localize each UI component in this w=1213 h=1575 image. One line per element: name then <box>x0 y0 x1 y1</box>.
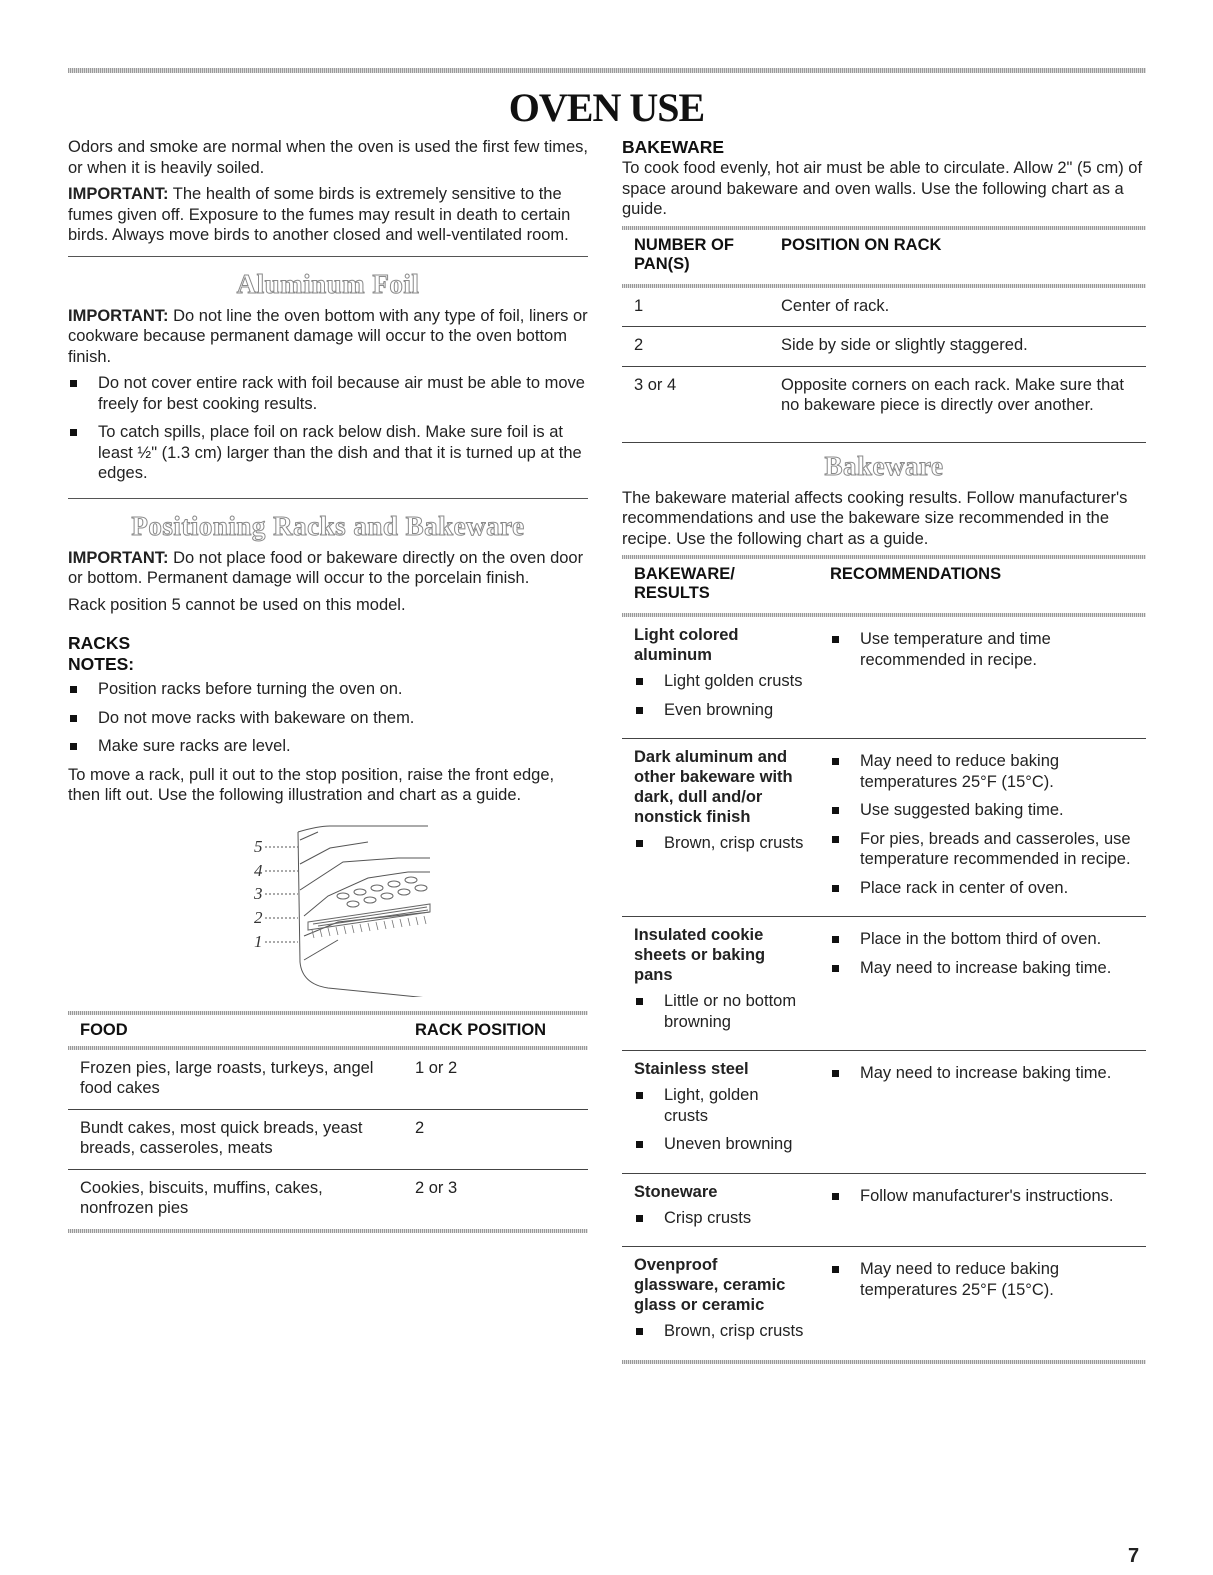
move-rack-instructions: To move a rack, pull it out to the stop position, raise the front edge, then lift out. Use the following illustration and chart as a guide. <box>68 765 555 804</box>
rack-cell: 1 or 2 <box>403 1050 588 1110</box>
list-item: May need to reduce baking temperatures 25°F (15°C). <box>830 1259 1134 1300</box>
rack-label-2: 2 <box>254 907 263 927</box>
food-rack-table <box>68 1015 588 1046</box>
list-item: Use temperature and time recommended in recipe. <box>830 629 1134 670</box>
results-list <box>634 833 806 854</box>
results-list <box>634 1321 806 1342</box>
aluminum-foil-heading: Aluminum Foil <box>236 268 420 299</box>
table-row <box>622 917 1146 1051</box>
column-header-position-on-rack: POSITION ON RACK <box>781 235 942 254</box>
list-item: Place rack in center of oven. <box>830 878 1134 899</box>
table-row <box>622 739 1146 917</box>
results-list <box>634 1208 806 1229</box>
pan-count-cell: 1 <box>622 288 769 327</box>
list-item: Crisp crusts <box>634 1208 806 1229</box>
food-cell: Cookies, biscuits, muffins, cakes, nonfrozen pies <box>80 1178 323 1217</box>
bakeware-material-text: The bakeware material affects cooking results. Follow manufacturer's recommendations and use the bakeware size recommended in the recipe. Use the following chart as a guide. <box>622 488 1128 548</box>
bakeware-name: Stoneware <box>634 1182 718 1201</box>
position-cell: Side by side or slightly staggered. <box>769 327 1146 367</box>
rack-label-1: 1 <box>254 931 263 951</box>
recommendations-list <box>830 1259 1134 1300</box>
position-cell: Center of rack. <box>769 288 1146 327</box>
bakeware-type-cell <box>622 617 818 739</box>
column-header-food: FOOD <box>80 1020 128 1039</box>
recommendations-list <box>830 1186 1134 1207</box>
results-list <box>634 1085 806 1155</box>
table-row <box>622 617 1146 739</box>
recommendations-cell <box>818 1173 1146 1247</box>
table-row <box>68 1109 588 1169</box>
list-item: Make sure racks are level. <box>68 736 588 757</box>
recommendations-cell <box>818 1247 1146 1360</box>
bakeware-type-cell <box>622 1173 818 1247</box>
bakeware-name: Ovenproof glassware, ceramic glass or ceramic <box>634 1256 786 1314</box>
foil-important: IMPORTANT: Do not line the oven bottom with any type of foil, liners or cookware because permanent damage will occur to the oven bottom finish. <box>68 306 588 366</box>
results-list <box>634 991 806 1032</box>
bakeware-name: Dark aluminum and other bakeware with dark, dull and/or nonstick finish <box>634 748 793 826</box>
right-column <box>622 137 1146 1364</box>
positioning-important: IMPORTANT: Do not place food or bakeware directly on the oven door or bottom. Permanent damage will occur to the porcelain finish. <box>68 548 584 587</box>
recommendations-list <box>830 751 1134 898</box>
bakeware-type-cell <box>622 1051 818 1174</box>
intro-paragraph: Odors and smoke are normal when the oven is used the first few times, or when it is heavily soiled. <box>68 138 588 177</box>
bakeware-type-cell <box>622 917 818 1051</box>
dotted-rule <box>68 1229 588 1233</box>
list-item: Even browning <box>634 700 806 721</box>
recommendations-cell <box>818 617 1146 739</box>
recommendations-list <box>830 929 1134 978</box>
pan-count-cell: 3 or 4 <box>622 366 769 442</box>
bakeware-circulation-text: To cook food evenly, hot air must be able to circulate. Allow 2" (5 cm) of space around bakeware and oven walls. Use the following chart as a guide. <box>622 159 1143 218</box>
bakeware-name: Stainless steel <box>634 1060 749 1078</box>
racks-notes <box>68 679 588 757</box>
table-row <box>622 288 1146 327</box>
top-rule <box>68 68 1146 73</box>
rack-cell: 2 or 3 <box>415 1178 458 1197</box>
bakeware-type-cell <box>622 1247 818 1360</box>
table-row <box>622 327 1146 367</box>
rack-cell: 2 <box>403 1109 588 1169</box>
recommendations-cell <box>818 917 1146 1051</box>
column-header-recommendations: RECOMMENDATIONS <box>830 565 1002 583</box>
table-row <box>622 1051 1146 1174</box>
list-item: Do not cover entire rack with foil because air must be able to move freely for best cooking results. <box>68 373 588 414</box>
rack-label-3: 3 <box>254 883 263 903</box>
list-item: May need to reduce baking temperatures 25°F (15°C). <box>830 751 1134 792</box>
list-item: Light golden crusts <box>634 671 806 692</box>
rack-illustration <box>68 812 588 997</box>
bakeware-material-heading: Bakeware <box>824 450 944 481</box>
dotted-rule <box>622 1360 1146 1364</box>
rack-label-4: 4 <box>254 860 263 880</box>
foil-bullets <box>68 373 588 484</box>
list-item: Uneven browning <box>634 1134 806 1155</box>
table-row <box>68 1050 588 1110</box>
food-rack-rows <box>68 1050 588 1229</box>
page-number: 7 <box>1128 1545 1140 1567</box>
bakeware-type-cell <box>622 739 818 917</box>
table-row <box>68 1169 588 1229</box>
table-row <box>622 1247 1146 1360</box>
bakeware-table-header <box>622 559 1146 609</box>
column-header-rack-position: RACK POSITION <box>415 1020 547 1039</box>
list-item: Do not move racks with bakeware on them. <box>68 708 588 729</box>
recommendations-cell <box>818 739 1146 917</box>
list-item: Position racks before turning the oven on. <box>68 679 588 700</box>
food-cell: Frozen pies, large roasts, turkeys, angel food cakes <box>68 1050 403 1110</box>
recommendations-list <box>830 629 1134 670</box>
list-item: Brown, crisp crusts <box>634 1321 806 1342</box>
bakeware-name: Insulated cookie sheets or baking pans <box>634 926 766 984</box>
table-row <box>622 366 1146 442</box>
list-item: Light, golden crusts <box>634 1085 806 1126</box>
list-item: Use suggested baking time. <box>830 800 1134 821</box>
divider <box>68 498 588 499</box>
list-item: May need to increase baking time. <box>830 958 1134 979</box>
results-list <box>634 671 806 720</box>
list-item: Follow manufacturer's instructions. <box>830 1186 1134 1207</box>
bakeware-table <box>622 617 1146 1360</box>
position-cell: Opposite corners on each rack. Make sure that no bakeware piece is directly over another. <box>769 366 1146 442</box>
food-cell: Bundt cakes, most quick breads, yeast breads, casseroles, meats <box>68 1109 403 1169</box>
bakeware-name: Light colored aluminum <box>634 626 739 664</box>
rack-label-5: 5 <box>254 836 263 856</box>
racks-heading: RACKS <box>68 633 131 653</box>
list-item: To catch spills, place foil on rack below dish. Make sure foil is at least ½" (1.3 cm) larger than the dish and that it is turned up at the edges. <box>68 422 588 484</box>
bakeware-heading: BAKEWARE <box>622 137 725 157</box>
page-title: OVEN USE <box>508 85 705 130</box>
rack-5-note: Rack position 5 cannot be used on this model. <box>68 595 406 614</box>
left-column <box>68 137 588 1233</box>
list-item: May need to increase baking time. <box>830 1063 1134 1084</box>
column-header-bakeware-results: BAKEWARE/ RESULTS <box>634 565 735 602</box>
notes-heading: NOTES: <box>68 654 135 674</box>
pan-position-table-header <box>622 230 1146 280</box>
recommendations-list <box>830 1063 1134 1084</box>
list-item: Place in the bottom third of oven. <box>830 929 1134 950</box>
oven-rack-diagram <box>68 812 588 997</box>
positioning-heading: Positioning Racks and Bakeware <box>131 510 525 541</box>
list-item: Brown, crisp crusts <box>634 833 806 854</box>
list-item: For pies, breads and casseroles, use temperature recommended in recipe. <box>830 829 1134 870</box>
table-row <box>622 1173 1146 1247</box>
divider <box>68 256 588 257</box>
recommendations-cell <box>818 1051 1146 1174</box>
birds-warning: IMPORTANT: The health of some birds is extremely sensitive to the fumes given off. Exposure to the fumes may result in death to certain birds. Always move birds to another closed and well-ventilated room. <box>68 185 571 244</box>
list-item: Little or no bottom browning <box>634 991 806 1032</box>
column-header-number-of-pans: NUMBER OF PAN(S) <box>634 235 734 273</box>
pan-position-table <box>622 288 1146 443</box>
pan-count-cell: 2 <box>622 327 769 367</box>
